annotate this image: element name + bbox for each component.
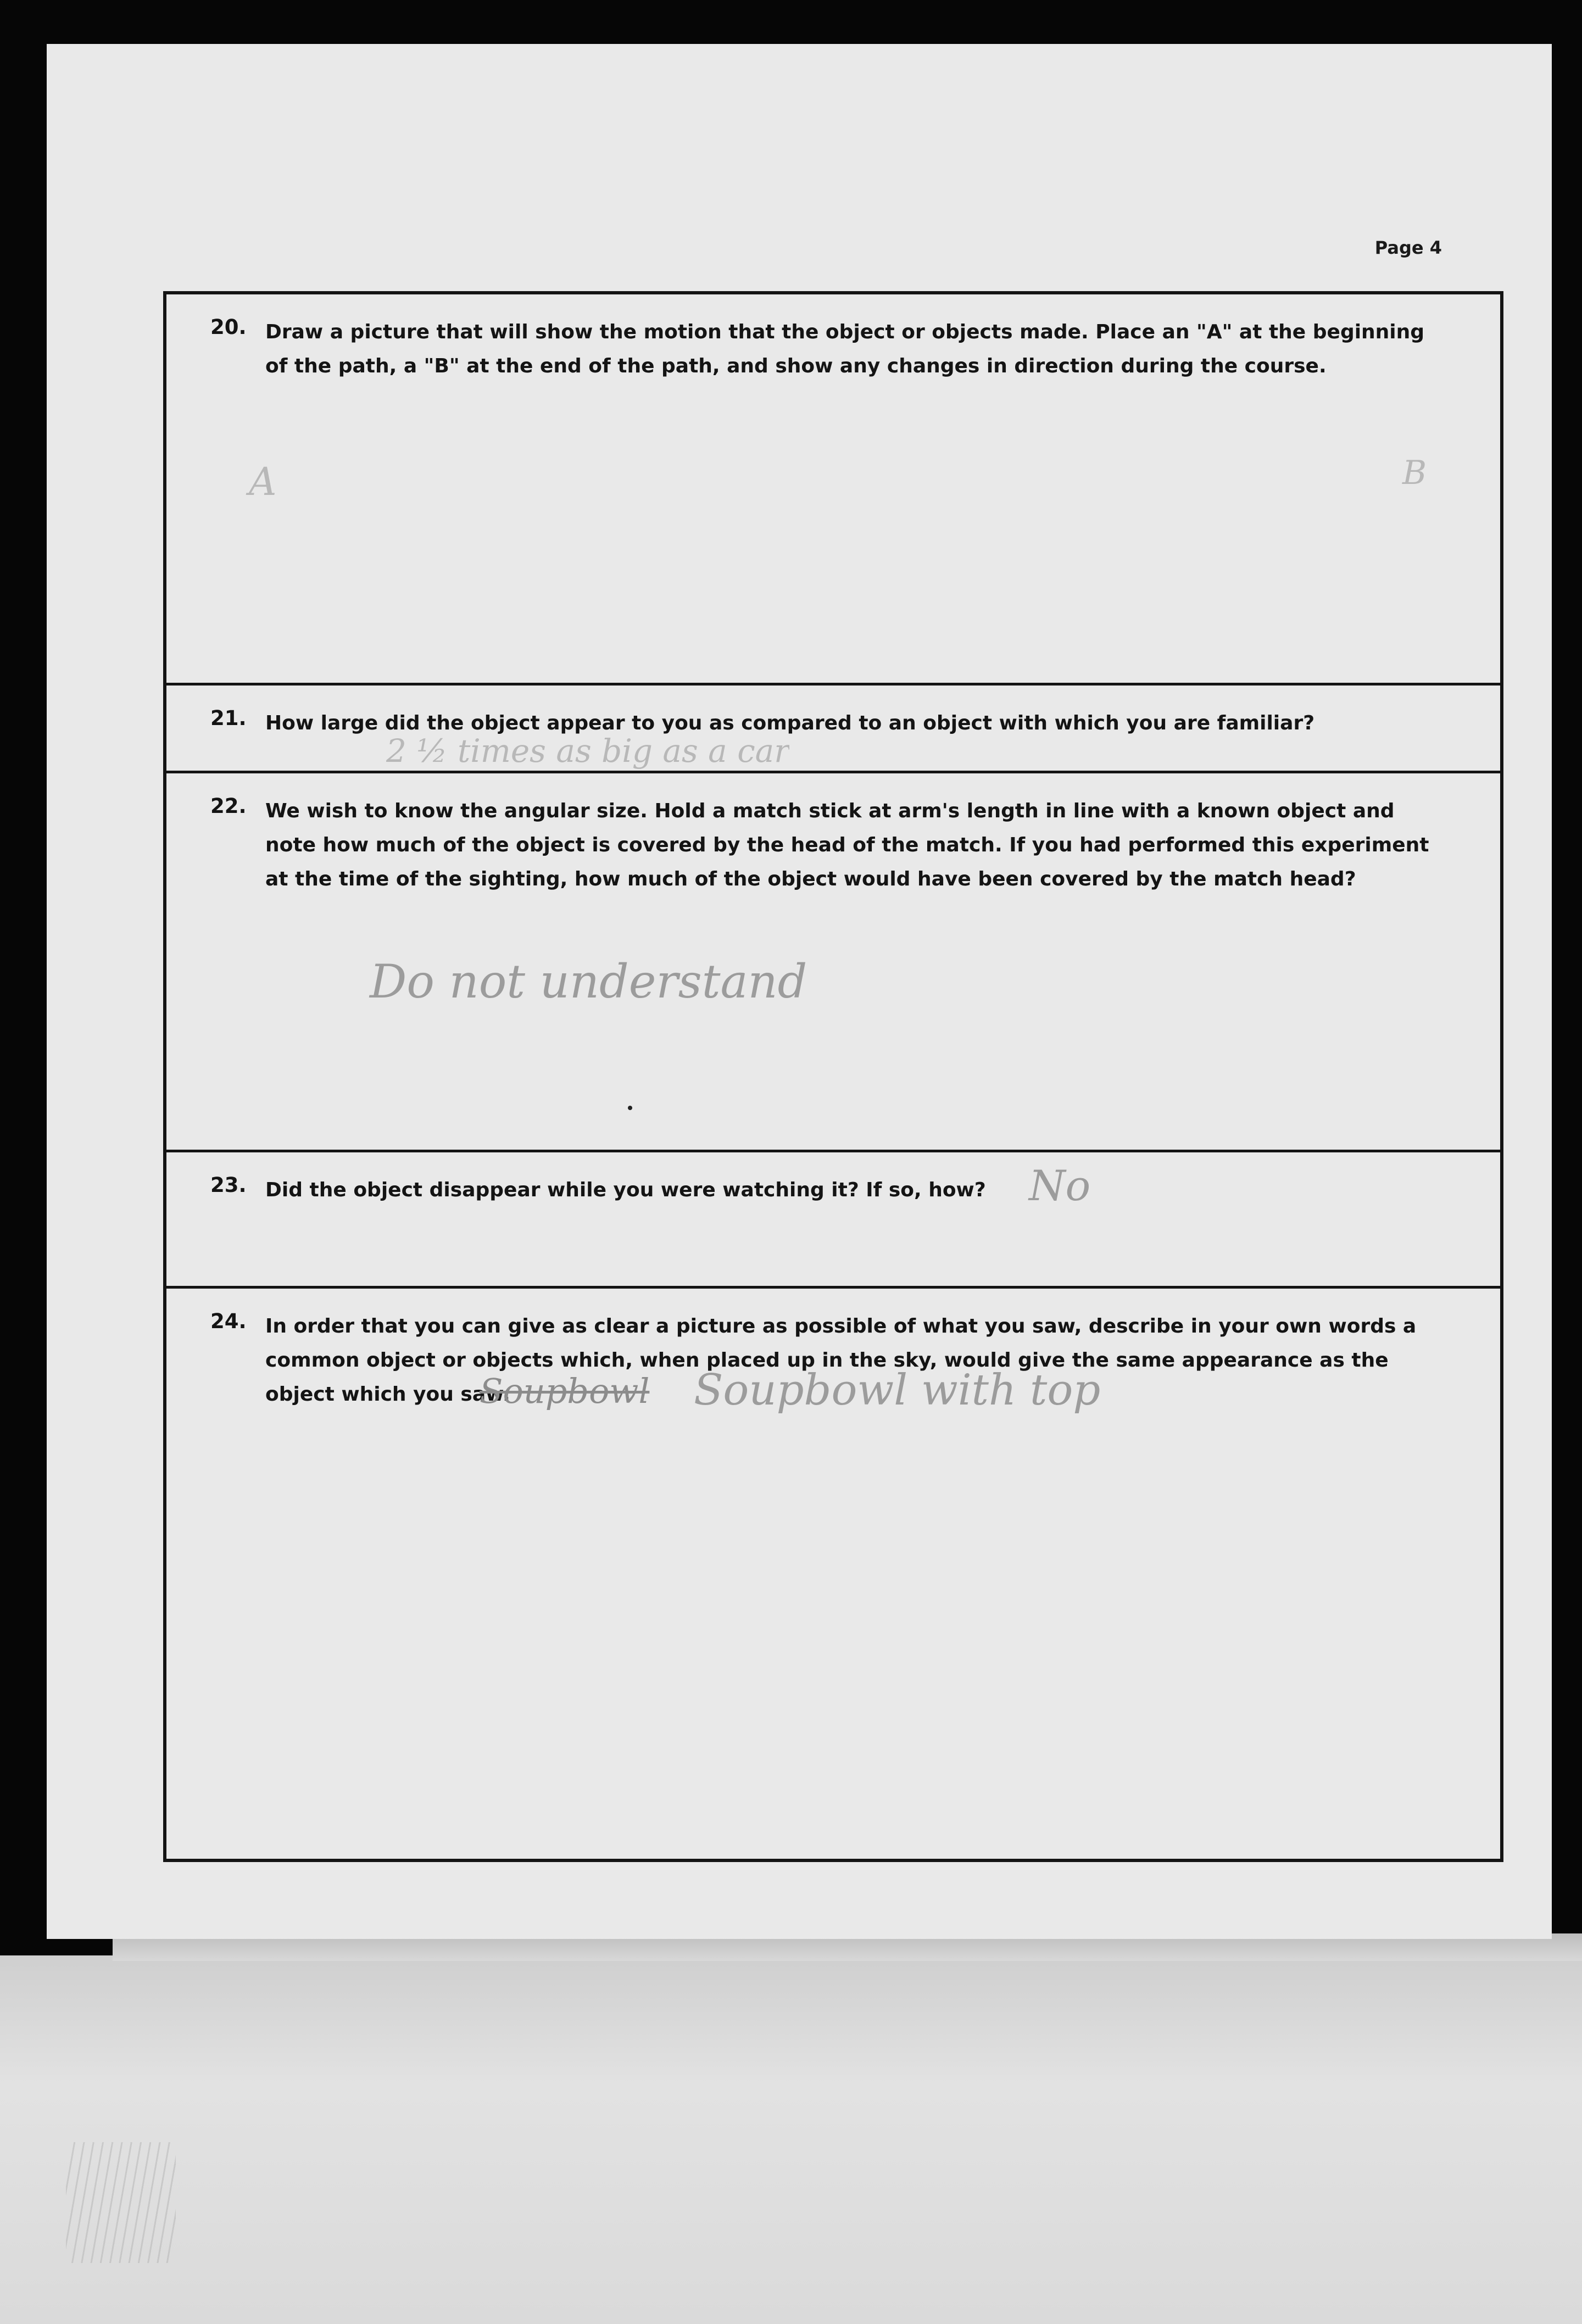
- question-23: [166, 1152, 1500, 1289]
- handwritten-answer: Soupbowl with top: [694, 1366, 1101, 1415]
- question-number: 21.: [210, 706, 247, 730]
- handwritten-end-mark: B: [1402, 454, 1427, 492]
- question-number: 22.: [210, 794, 247, 818]
- form-page: [47, 44, 1552, 1939]
- question-text: Did the object disappear while you were watching it? If so, how?: [265, 1179, 986, 1201]
- handwritten-answer: Do not understand: [370, 955, 807, 1008]
- handwritten-answer: 2 ½ times as big as a car: [386, 732, 789, 770]
- questionnaire-box: [163, 291, 1503, 1862]
- question-21: [166, 686, 1500, 773]
- question-text: Draw a picture that will show the motion that the object or objects made. Place an "A" at the beginning of the path, a "B" at the end of the path, and show any changes in direction during the course.: [265, 321, 1425, 377]
- question-text: We wish to know the angular size. Hold a match stick at arm's length in line with a known object and note how much of the object is covered by the head of the match. If you had performed this experiment at the time of the sighting, how much of the object would have been covered by the match head?: [265, 800, 1429, 890]
- struck-out-word: Soupbowl: [480, 1371, 650, 1411]
- question-number: 23.: [210, 1173, 247, 1197]
- handwritten-start-mark: A: [249, 459, 277, 504]
- question-20: [166, 294, 1500, 686]
- question-text: How large did the object appear to you as compared to an object with which you are familiar?: [265, 712, 1315, 734]
- background-surface: [0, 1955, 1582, 2324]
- scan-streak: [66, 2142, 176, 2263]
- question-number: 24.: [210, 1309, 247, 1333]
- question-number: 20.: [210, 315, 247, 339]
- question-24: [166, 1289, 1500, 1860]
- question-22: [166, 773, 1500, 1152]
- handwritten-answer: No: [1029, 1161, 1091, 1210]
- page-number: Page 4: [1374, 237, 1442, 258]
- ink-dot: [628, 1106, 632, 1110]
- question-text: In order that you can give as clear a picture as possible of what you saw, describe in your own words a common object or objects which, when placed up in the sky, would give the same appearance as the object which you saw.: [265, 1315, 1417, 1406]
